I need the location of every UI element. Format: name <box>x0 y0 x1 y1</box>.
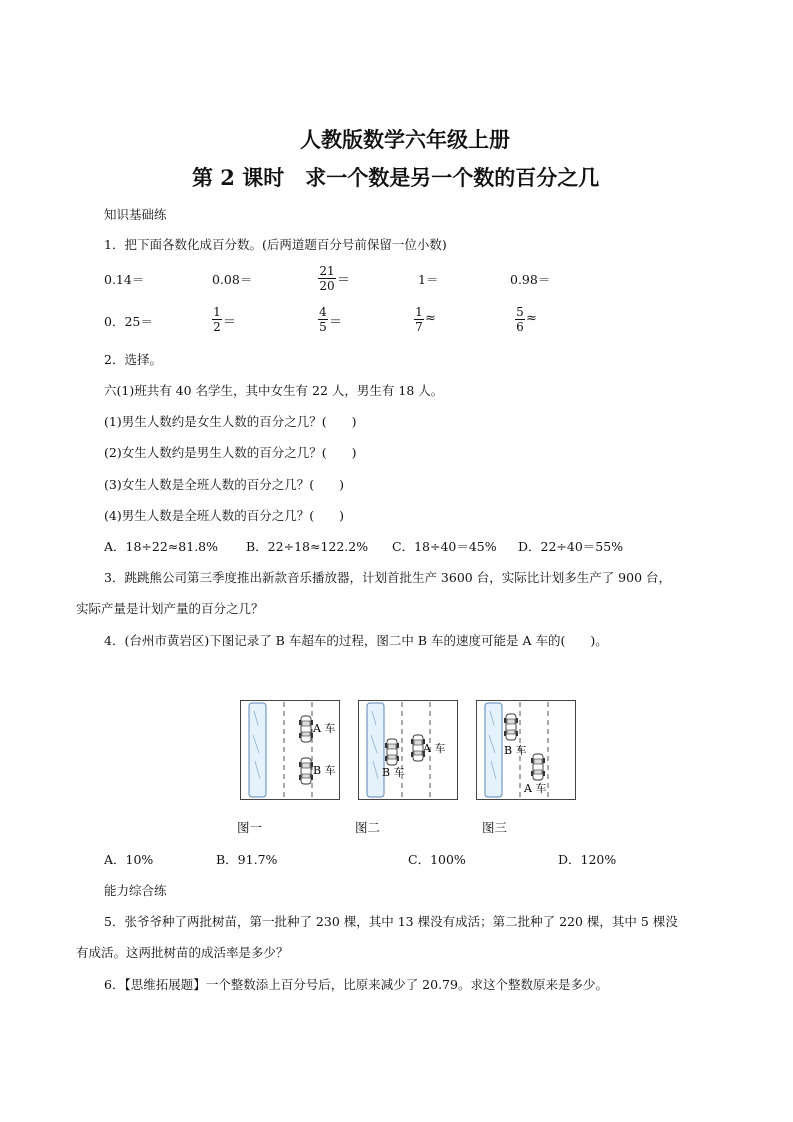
q1-r2-c-denominator: 5 <box>319 320 327 334</box>
q4-option-b: B．91.7% <box>216 852 278 867</box>
q2-option-c: C．18÷40＝45% <box>392 539 497 554</box>
q2-stem: 2．选择。 <box>104 352 162 367</box>
q1-r2-d-numerator: 1 <box>415 305 423 319</box>
q5-line-1: 5．张爷爷种了两批树苗，第一批种了 230 棵，其中 13 棵没有成活；第二批种了 220 棵，其中 5 棵没 <box>104 914 678 929</box>
q1-r2-e-numerator: 5 <box>516 305 524 319</box>
q1-r2-b-denominator: 2 <box>213 320 221 334</box>
section-basic-heading: 知识基础练 <box>104 207 167 222</box>
q1-r2-e-sign: ≈ <box>526 311 537 326</box>
figure-3-car-b-label: B 车 <box>504 744 527 757</box>
figure-1-car-b-label: B 车 <box>313 764 336 777</box>
q4-option-d: D．120% <box>558 852 617 867</box>
q1-r2-d-fraction <box>414 306 424 333</box>
q1-r2-a: 0．25＝ <box>104 314 153 329</box>
q1-r2-b-sign: ＝ <box>223 315 237 330</box>
q1-r1-e: 0.98＝ <box>510 272 551 287</box>
q1-r1-c-denominator: 20 <box>319 279 335 293</box>
q1-r2-e-fraction <box>515 306 525 333</box>
q4-option-a: A．10% <box>104 852 154 867</box>
figure-3-car-a-label: A 车 <box>524 782 547 795</box>
q1-r2-b-fraction <box>212 306 222 333</box>
figure-3-panel <box>477 701 576 800</box>
q1-r1-c-numerator: 21 <box>319 264 335 278</box>
figure-1-caption: 图一 <box>237 820 263 835</box>
q1-r2-d-sign: ≈ <box>425 311 436 326</box>
q4-figures <box>240 695 580 805</box>
q1-r2-d-denominator: 7 <box>415 320 423 334</box>
q1-r1-d: 1＝ <box>418 272 439 287</box>
q3-line-2: 实际产量是计划产量的百分之几？ <box>76 601 264 616</box>
q1-r1-a: 0.14＝ <box>104 272 145 287</box>
figure-2-car-a-label: A 车 <box>423 742 446 755</box>
q5-line-2: 有成活。这两批树苗的成活率是多少？ <box>76 945 289 960</box>
figure-1-car-a-label: A 车 <box>313 722 336 735</box>
figure-2-car-b-label: B 车 <box>382 766 405 779</box>
q2-item-3: (3)女生人数是全班人数的百分之几？( ) <box>104 477 344 492</box>
q2-item-4: (4)男生人数是全班人数的百分之几？( ) <box>104 508 344 523</box>
q1-r2-e-denominator: 6 <box>516 320 524 334</box>
q1-r1-b: 0.08＝ <box>212 272 253 287</box>
figure-2-caption: 图二 <box>355 820 381 835</box>
q1-r2-c-numerator: 4 <box>319 305 327 319</box>
q6-text: 6．【思维拓展题】一个整数添上百分号后，比原来减少了 20.79。求这个整数原来是多少。 <box>104 977 608 992</box>
q2-option-d: D．22÷40＝55% <box>518 539 624 554</box>
figure-3-caption: 图三 <box>482 820 508 835</box>
lesson-subtitle: 第 2 课时 求一个数是另一个数的百分之几 <box>192 165 600 190</box>
q2-item-1: (1)男生人数约是女生人数的百分之几？( ) <box>104 414 357 429</box>
q2-item-2: (2)女生人数约是男生人数的百分之几？( ) <box>104 445 357 460</box>
q4-option-c: C．100% <box>408 852 466 867</box>
q1-r1-c-fraction <box>318 265 336 292</box>
figure-2-panel <box>359 701 458 800</box>
q2-option-b: B．22÷18≈122.2% <box>246 539 369 554</box>
q1-r2-b-numerator: 1 <box>213 305 221 319</box>
q1-r2-c-fraction <box>318 306 328 333</box>
section-ability-heading: 能力综合练 <box>104 883 167 898</box>
q1-r1-c-sign: ＝ <box>337 273 351 288</box>
q1-stem: 1．把下面各数化成百分数。(后两道题百分号前保留一位小数) <box>104 237 447 252</box>
document-title: 人教版数学六年级上册 <box>300 127 510 152</box>
q4-stem: 4．(台州市黄岩区)下图记录了 B 车超车的过程，图二中 B 车的速度可能是 A 车的( )。 <box>104 633 608 648</box>
figure-1-panel <box>241 701 340 800</box>
q2-context: 六(1)班共有 40 名学生，其中女生有 22 人，男生有 18 人。 <box>104 383 444 398</box>
q1-r2-c-sign: ＝ <box>329 315 343 330</box>
q3-line-1: 3．跳跳熊公司第三季度推出新款音乐播放器，计划首批生产 3600 台，实际比计划多生产了 900 台， <box>104 570 672 585</box>
q2-option-a: A．18÷22≈81.8% <box>104 539 218 554</box>
